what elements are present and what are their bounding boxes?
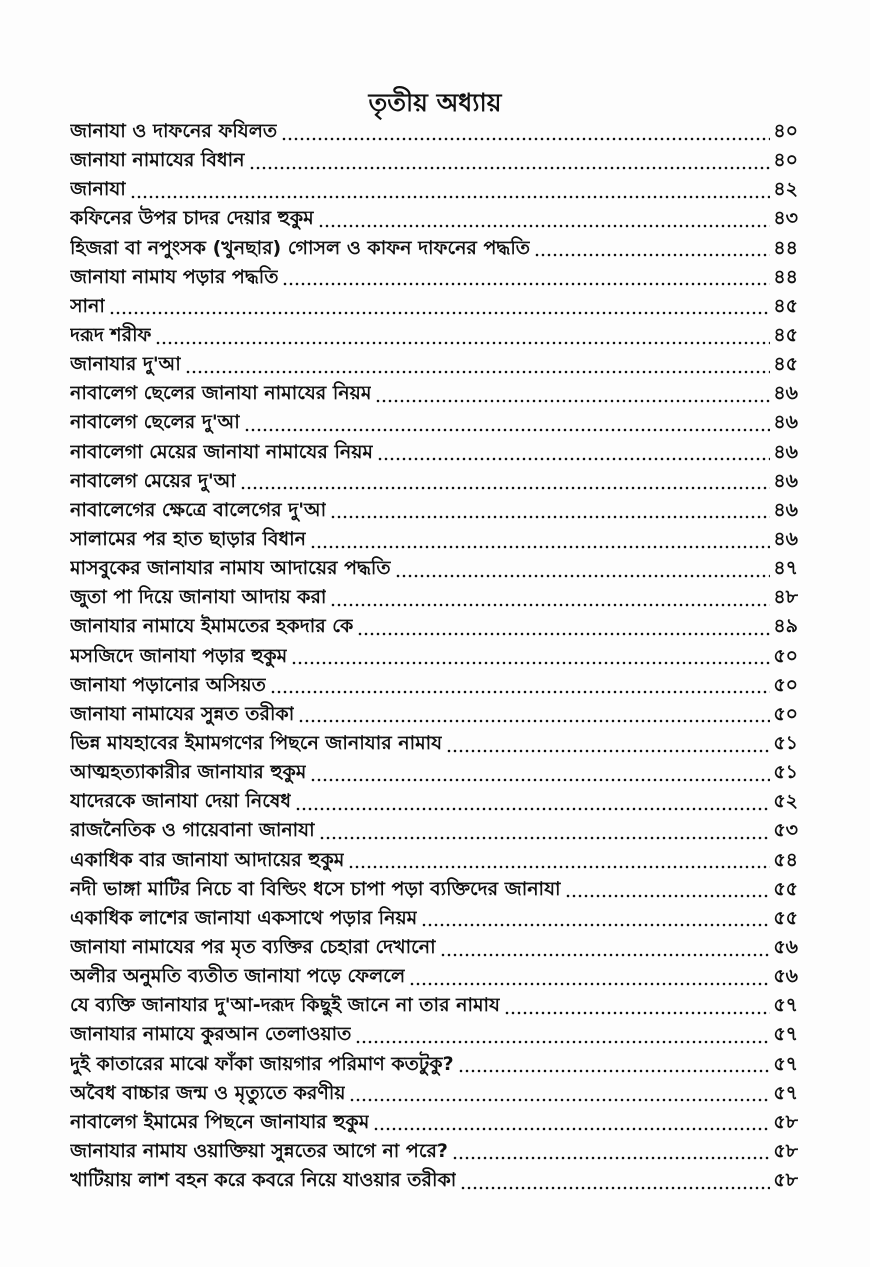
dot-leader <box>185 370 770 374</box>
toc-entry-title: জানাযার নামায ওয়াক্তিয়া সুন্নতের আগে না পরে? <box>70 1139 448 1162</box>
toc-entry-page-number: ৪৬ <box>773 469 798 492</box>
toc-entry <box>70 408 798 437</box>
toc-entry <box>70 758 798 787</box>
dot-leader <box>330 603 770 607</box>
toc-entry <box>70 146 798 175</box>
dot-leader <box>318 224 771 228</box>
toc-entry-title: জানাযা নামাযের সুন্নত তরীকা <box>70 702 295 725</box>
dot-leader <box>310 545 770 549</box>
dot-leader <box>348 865 770 869</box>
dot-leader <box>270 690 770 694</box>
toc-entry-page-number: ৫৫ <box>773 906 798 929</box>
toc-entry <box>70 438 798 467</box>
toc-entry-page-number: ৫১ <box>773 731 798 754</box>
toc-entry-title: রাজনৈতিক ও গায়েবানা জানাযা <box>70 819 315 842</box>
toc-entry <box>70 204 798 233</box>
toc-entry-page-number: ৫০ <box>773 702 798 725</box>
dot-leader <box>281 137 770 141</box>
toc-entry-title: সালামের পর হাত ছাড়ার বিধান <box>70 527 306 550</box>
toc-entry-page-number: ৫৭ <box>773 1081 798 1104</box>
toc-entry-title: দুই কাতারের মাঝে ফাঁকা জায়গার পরিমাণ কতটুকু? <box>70 1052 454 1075</box>
toc-entry-title: নাবালেগ মেয়ের দু'আ <box>70 469 236 492</box>
dot-leader <box>330 515 770 519</box>
toc-entry-title: নদী ভাঙ্গা মাটির নিচে বা বিল্ডিং ধসে চাপা পড়া ব্যক্তিদের জানাযা <box>70 877 561 900</box>
toc-entry-page-number: ৫৮ <box>773 1169 798 1192</box>
toc-entry-page-number: ৪৬ <box>773 411 798 434</box>
dot-leader <box>355 1040 770 1044</box>
toc-entry-page-number: ৪৩ <box>773 207 798 230</box>
toc-entry-title: নাবালেগ ছেলের জানাযা নামাযের নিয়ম <box>70 382 372 405</box>
dot-leader <box>534 253 770 257</box>
dot-leader <box>240 486 770 490</box>
toc-entry-title: খাটিয়ায় লাশ বহন করে কবরে নিয়ে যাওয়ার তরীকা <box>70 1169 457 1192</box>
dot-leader <box>446 749 770 753</box>
toc-entry <box>70 321 798 350</box>
dot-leader <box>291 661 770 665</box>
dot-leader <box>458 1069 771 1073</box>
toc-entry-page-number: ৫৬ <box>773 935 798 958</box>
toc-entry-page-number: ৪৬ <box>773 382 798 405</box>
toc-entry <box>70 962 798 991</box>
toc-entry-title: জুতা পা দিয়ে জানাযা আদায় করা <box>70 586 327 609</box>
toc-entry-page-number: ৫৭ <box>773 994 798 1017</box>
dot-leader <box>319 836 771 840</box>
dot-leader <box>452 1156 770 1160</box>
toc-entry-title: জানাযার নামাযে ইমামতের হকদার কে <box>70 615 354 638</box>
toc-entry <box>70 1108 798 1137</box>
toc-entry-page-number: ৪৪ <box>773 265 798 288</box>
dot-leader <box>310 778 770 782</box>
dot-leader <box>109 311 770 315</box>
toc-entry <box>70 991 798 1020</box>
toc-entry <box>70 1050 798 1079</box>
toc-entry-page-number: ৪০ <box>773 120 798 142</box>
toc-entry-page-number: ৪৫ <box>773 294 798 317</box>
toc-entry-title: হিজরা বা নপুংসক (খুনছার) গোসল ও কাফন দাফনের পদ্ধতি <box>70 236 531 259</box>
toc-entry-title: একাধিক বার জানাযা আদায়ের হুকুম <box>70 848 345 871</box>
dot-leader <box>421 923 770 927</box>
table-of-contents <box>70 117 798 1195</box>
dot-leader <box>282 282 770 286</box>
toc-entry <box>70 467 798 496</box>
toc-entry-title: সানা <box>70 294 105 317</box>
toc-entry-title: যে ব্যক্তি জানাযার দু'আ-দরূদ কিছুই জানে না তার নামায <box>70 994 500 1017</box>
toc-entry-title: অলীর অনুমতি ব্যতীত জানাযা পড়ে ফেললে <box>70 965 406 988</box>
toc-entry-title: নাবালেগা মেয়ের জানাযা নামাযের নিয়ম <box>70 440 373 463</box>
toc-entry-page-number: ৫৭ <box>773 1052 798 1075</box>
toc-entry-title: জানাযার দু'আ <box>70 353 181 376</box>
toc-entry <box>70 816 798 845</box>
toc-entry <box>70 933 798 962</box>
toc-entry <box>70 117 798 146</box>
toc-entry <box>70 583 798 612</box>
toc-entry <box>70 642 798 671</box>
toc-entry <box>70 496 798 525</box>
toc-entry-title: জানাযার নামাযে কুরআন তেলাওয়াত <box>70 1023 352 1046</box>
toc-entry-title: জানাযা ও দাফনের ফযিলত <box>70 120 278 142</box>
toc-entry-page-number: ৫৮ <box>773 1110 798 1133</box>
toc-entry <box>70 700 798 729</box>
toc-entry <box>70 379 798 408</box>
dot-leader <box>298 719 770 723</box>
toc-entry-page-number: ৫০ <box>773 644 798 667</box>
toc-entry <box>70 875 798 904</box>
toc-entry <box>70 729 798 758</box>
toc-entry-page-number: ৪০ <box>773 149 798 172</box>
dot-leader <box>377 457 770 461</box>
dot-leader <box>295 807 770 811</box>
toc-entry-title: ভিন্ন মাযহাবের ইমামগণের পিছনে জানাযার নামায <box>70 731 443 754</box>
toc-entry <box>70 612 798 641</box>
toc-entry-page-number: ৫৪ <box>773 848 798 871</box>
toc-entry-page-number: ৫৭ <box>773 1023 798 1046</box>
toc-entry <box>70 1079 798 1108</box>
toc-entry <box>70 1166 798 1195</box>
toc-entry-page-number: ৪৭ <box>773 557 798 580</box>
dot-leader <box>155 341 770 345</box>
toc-entry <box>70 175 798 204</box>
toc-entry-title: জানাযা নামাযের পর মৃত ব্যক্তির চেহারা দেখানো <box>70 935 436 958</box>
toc-entry <box>70 292 798 321</box>
dot-leader <box>349 1098 770 1102</box>
toc-entry-page-number: ৫৩ <box>773 819 798 842</box>
toc-entry-page-number: ৫৮ <box>773 1139 798 1162</box>
toc-entry-page-number: ৪৬ <box>773 498 798 521</box>
toc-entry-title: যাদেরকে জানাযা দেয়া নিষেধ <box>70 790 292 813</box>
toc-entry-title: মাসবুকের জানাযার নামায আদায়ের পদ্ধতি <box>70 557 391 580</box>
toc-entry-title: আত্মহত্যাকারীর জানাযার হুকুম <box>70 761 307 784</box>
toc-entry-title: কফিনের উপর চাদর দেয়ার হুকুম <box>70 207 314 230</box>
toc-entry-title: দরূদ শরীফ <box>70 323 152 346</box>
toc-entry <box>70 525 798 554</box>
toc-entry <box>70 1020 798 1049</box>
toc-entry <box>70 671 798 700</box>
toc-entry <box>70 350 798 379</box>
toc-entry-page-number: ৫৬ <box>773 965 798 988</box>
toc-entry-title: নাবালেগের ক্ষেত্রে বালেগের দু'আ <box>70 498 327 521</box>
toc-entry-title: জানাযা নামায পড়ার পদ্ধতি <box>70 265 279 288</box>
toc-entry <box>70 904 798 933</box>
dot-leader <box>375 399 770 403</box>
toc-entry-page-number: ৫২ <box>773 790 798 813</box>
chapter-title: তৃতীয় অধ্যায় <box>368 88 502 117</box>
toc-entry-title: অবৈধ বাচ্চার জন্ম ও মৃত্যুতে করণীয় <box>70 1081 346 1104</box>
toc-entry-page-number: ৫১ <box>773 761 798 784</box>
toc-entry-title: জানাযা নামাযের বিধান <box>70 149 245 172</box>
toc-entry <box>70 1137 798 1166</box>
toc-entry-page-number: ৪৯ <box>773 615 798 638</box>
toc-entry-page-number: ৪৬ <box>773 527 798 550</box>
dot-leader <box>565 894 771 898</box>
dot-leader <box>395 574 771 578</box>
toc-entry <box>70 846 798 875</box>
toc-entry-title: মসজিদে জানাযা পড়ার হুকুম <box>70 644 288 667</box>
toc-entry-page-number: ৪৮ <box>773 586 798 609</box>
toc-entry-page-number: ৪৫ <box>773 323 798 346</box>
toc-entry-title: জানাযা পড়ানোর অসিয়ত <box>70 673 266 696</box>
toc-entry-title: একাধিক লাশের জানাযা একসাথে পড়ার নিয়ম <box>70 906 418 929</box>
dot-leader <box>440 953 771 957</box>
toc-entry-title: জানাযা <box>70 178 126 201</box>
dot-leader <box>130 195 770 199</box>
dot-leader <box>373 1127 770 1131</box>
toc-entry <box>70 234 798 263</box>
toc-entry-page-number: ৪৫ <box>773 353 798 376</box>
toc-entry <box>70 263 798 292</box>
toc-entry-page-number: ৪৬ <box>773 440 798 463</box>
toc-entry <box>70 554 798 583</box>
dot-leader <box>249 166 771 170</box>
dot-leader <box>460 1186 770 1190</box>
dot-leader <box>357 632 770 636</box>
toc-entry-page-number: ৪২ <box>773 178 798 201</box>
toc-entry-title: নাবালেগ ছেলের দু'আ <box>70 411 240 434</box>
dot-leader <box>504 1011 770 1015</box>
toc-entry <box>70 787 798 816</box>
toc-entry-page-number: ৪৪ <box>773 236 798 259</box>
toc-entry-title: নাবালেগ ইমামের পিছনে জানাযার হুকুম <box>70 1110 370 1133</box>
toc-entry-page-number: ৫৫ <box>773 877 798 900</box>
toc-entry-page-number: ৫০ <box>773 673 798 696</box>
dot-leader <box>244 428 770 432</box>
dot-leader <box>409 982 770 986</box>
